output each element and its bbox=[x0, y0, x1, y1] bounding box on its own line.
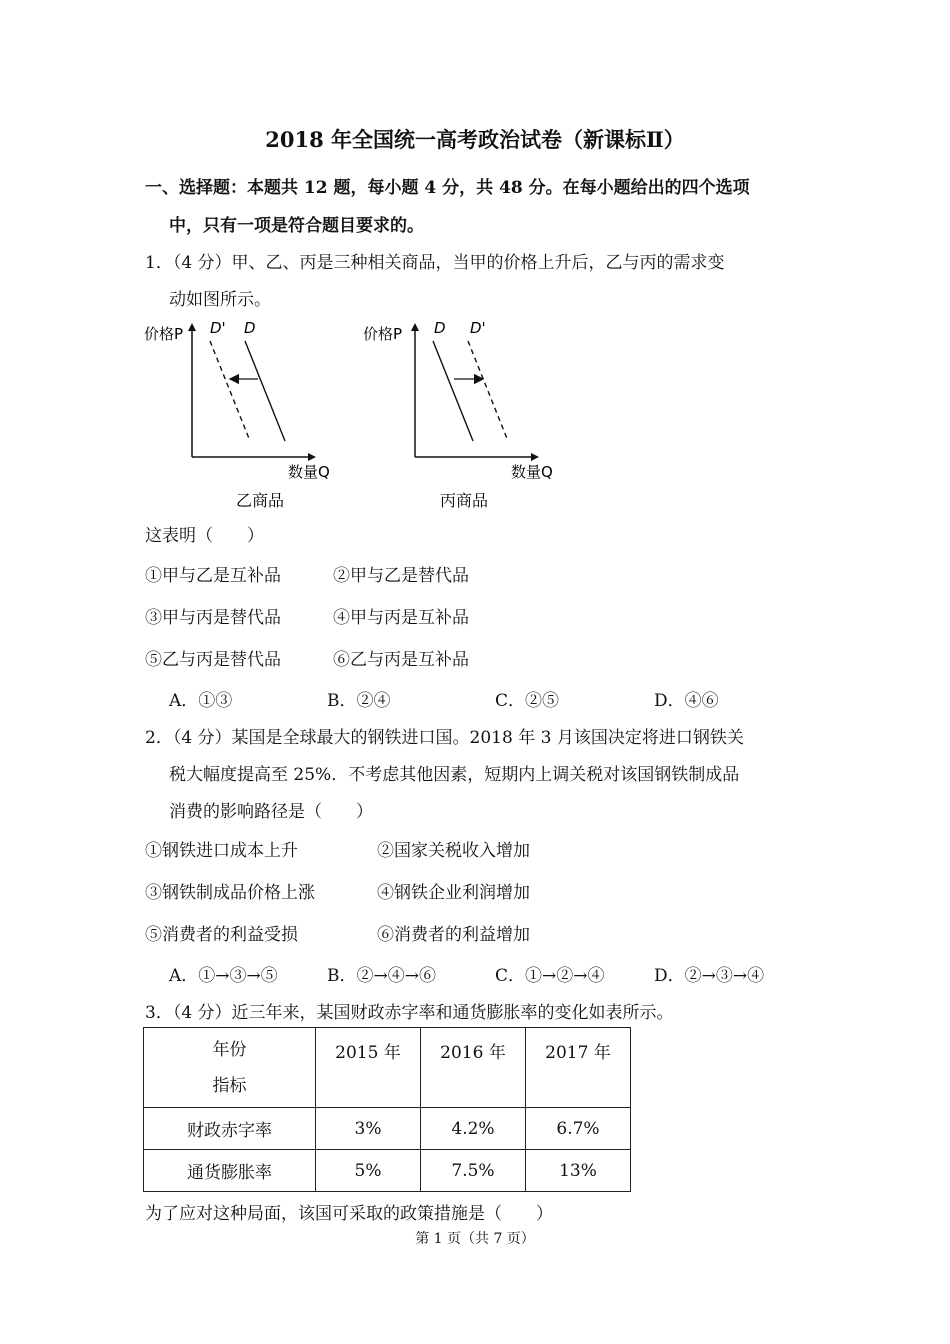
graph-left-ylabel: 价格P bbox=[144, 325, 184, 343]
table-corner-year: 年份 bbox=[212, 1039, 247, 1060]
q1-line1: 1．（4 分）甲、乙、丙是三种相关商品，当甲的价格上升后，乙与丙的需求变 bbox=[145, 253, 725, 273]
graph-left-curve-original bbox=[245, 341, 285, 441]
graph-right-ylabel: 价格P bbox=[363, 325, 403, 343]
table-cell: 7.5% bbox=[421, 1150, 526, 1192]
q1-item-1: ①甲与乙是互补品 bbox=[145, 566, 281, 586]
table-year-2016: 2016 年 bbox=[421, 1028, 526, 1108]
table-row bbox=[144, 1108, 631, 1150]
table-corner-indicator: 指标 bbox=[212, 1075, 247, 1096]
q1-stem: 这表明（ ） bbox=[145, 526, 264, 546]
q1-choice-c: C．②⑤ bbox=[495, 691, 560, 711]
table-row bbox=[144, 1150, 631, 1192]
q3-line1: 3．（4 分）近三年来，某国财政赤字率和通货膨胀率的变化如表所示。 bbox=[145, 1003, 674, 1023]
q2-choice-d: D．②→③→④ bbox=[654, 966, 765, 986]
q1-choice-a: A．①③ bbox=[169, 691, 233, 711]
table-corner-cell bbox=[144, 1028, 316, 1108]
q1-choice-b: B．②④ bbox=[327, 691, 391, 711]
q1-item-6: ⑥乙与丙是互补品 bbox=[333, 650, 469, 670]
table-cell: 3% bbox=[316, 1108, 421, 1150]
q2-line3: 消费的影响路径是（ ） bbox=[169, 802, 373, 822]
q2-choice-b: B．②→④→⑥ bbox=[327, 966, 436, 986]
section-heading-line2: 中，只有一项是符合题目要求的。 bbox=[169, 216, 424, 236]
q2-item-1: ①钢铁进口成本上升 bbox=[145, 841, 298, 861]
graph-left-curve1-label: D' bbox=[210, 319, 226, 337]
q1-item-4: ④甲与丙是互补品 bbox=[333, 608, 469, 628]
q2-choice-c: C．①→②→④ bbox=[495, 966, 605, 986]
graph-right-curve-shifted bbox=[468, 341, 508, 441]
q2-item-2: ②国家关税收入增加 bbox=[377, 841, 530, 861]
q3-data-table bbox=[143, 1027, 631, 1192]
graph-right-xlabel: 数量Q bbox=[511, 463, 553, 481]
q1-demand-graphs bbox=[140, 315, 580, 515]
table-year-2015: 2015 年 bbox=[316, 1028, 421, 1108]
page-title: 2018 年全国统一高考政治试卷（新课标Ⅱ） bbox=[265, 127, 685, 152]
graph-left-curve-shifted bbox=[210, 341, 250, 441]
q1-item-3: ③甲与丙是替代品 bbox=[145, 608, 281, 628]
graph-right-curve2-label: D' bbox=[470, 319, 486, 337]
graph-right-caption: 丙商品 bbox=[440, 491, 489, 510]
graph-right bbox=[363, 319, 553, 510]
q2-choice-a: A．①→③→⑤ bbox=[169, 966, 278, 986]
q2-item-6: ⑥消费者的利益增加 bbox=[377, 925, 530, 945]
table-cell: 4.2% bbox=[421, 1108, 526, 1150]
graph-left bbox=[144, 319, 330, 510]
q2-item-4: ④钢铁企业利润增加 bbox=[377, 883, 530, 903]
graph-right-curve1-label: D bbox=[434, 319, 446, 337]
q2-line2: 税大幅度提高至 25%．不考虑其他因素，短期内上调关税对该国钢铁制成品 bbox=[169, 765, 740, 785]
page-footer: 第 1 页（共 7 页） bbox=[415, 1231, 535, 1247]
q1-item-5: ⑤乙与丙是替代品 bbox=[145, 650, 281, 670]
table-year-2017: 2017 年 bbox=[526, 1028, 631, 1108]
table-cell: 13% bbox=[526, 1150, 631, 1192]
q3-stem: 为了应对这种局面，该国可采取的政策措施是（ ） bbox=[145, 1204, 553, 1224]
q2-item-3: ③钢铁制成品价格上涨 bbox=[145, 883, 315, 903]
section-heading-line1: 一、选择题：本题共 12 题，每小题 4 分，共 48 分。在每小题给出的四个选项 bbox=[145, 178, 750, 198]
graph-right-curve-original bbox=[433, 341, 473, 441]
graph-left-xlabel: 数量Q bbox=[288, 463, 330, 481]
table-cell: 6.7% bbox=[526, 1108, 631, 1150]
q1-item-2: ②甲与乙是替代品 bbox=[333, 566, 469, 586]
q2-line1: 2．（4 分）某国是全球最大的钢铁进口国。2018 年 3 月该国决定将进口钢铁关 bbox=[145, 728, 744, 748]
graph-left-curve2-label: D bbox=[244, 319, 256, 337]
q1-choice-d: D．④⑥ bbox=[654, 691, 719, 711]
table-cell: 5% bbox=[316, 1150, 421, 1192]
table-header-row bbox=[144, 1028, 631, 1108]
table-row-label: 财政赤字率 bbox=[144, 1108, 316, 1150]
graph-left-caption: 乙商品 bbox=[236, 491, 285, 510]
q2-item-5: ⑤消费者的利益受损 bbox=[145, 925, 298, 945]
table-row-label: 通货膨胀率 bbox=[144, 1150, 316, 1192]
q1-line2: 动如图所示。 bbox=[169, 290, 271, 310]
